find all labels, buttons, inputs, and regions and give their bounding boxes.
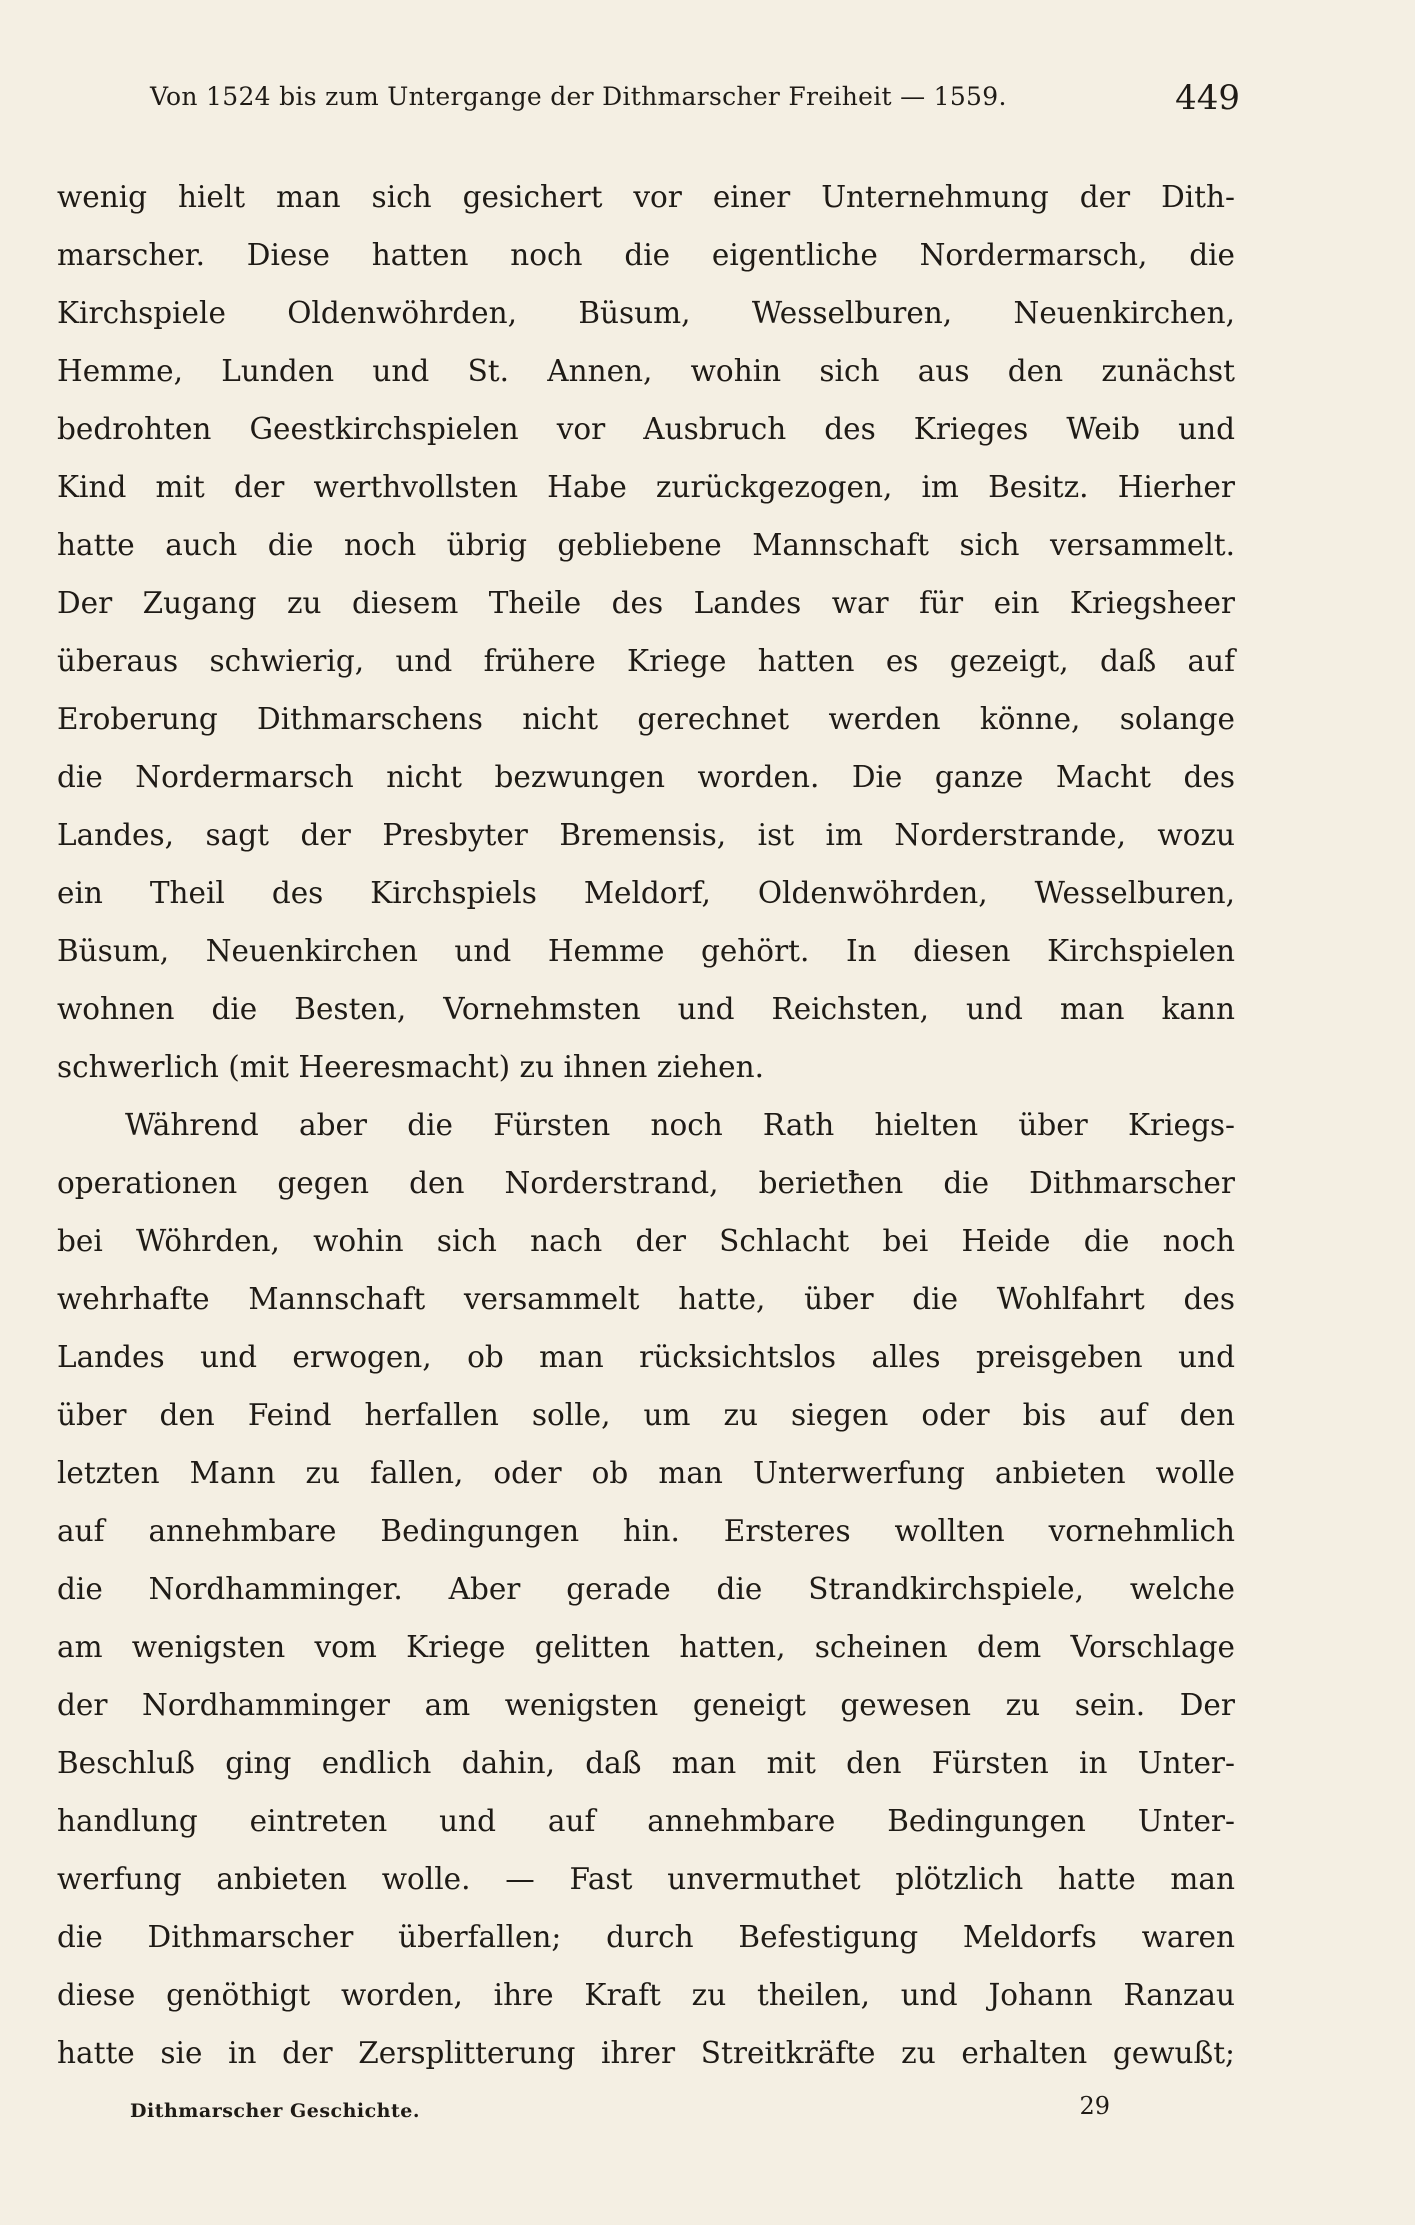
text-line: wenig hielt man sich gesichert vor einer Unternehmung der Dith-: [57, 180, 1235, 214]
running-title: Von 1524 bis zum Untergange der Dithmarscher Freiheit — 1559.: [150, 82, 1007, 111]
text-line: bei Wöhrden, wohin sich nach der Schlacht bei Heide die noch: [57, 1224, 1235, 1258]
text-line: handlung eintreten und auf annehmbare Bedingungen Unter-: [57, 1804, 1235, 1838]
text-line: marscher. Diese hatten noch die eigentliche Nordermarsch, die: [57, 238, 1235, 272]
page-header: [150, 78, 1240, 132]
page-footer: [130, 2092, 1110, 2140]
body-text: [57, 168, 1235, 2082]
text-line: überaus schwierig, und frühere Kriege hatten es gezeigt, daß auf: [57, 644, 1235, 678]
text-line: bedrohten Geestkirchspielen vor Ausbruch des Krieges Weib und: [57, 412, 1235, 446]
text-line: operationen gegen den Norderstrand, berietħen die Dithmarscher: [57, 1166, 1235, 1200]
text-line: auf annehmbare Bedingungen hin. Ersteres wollten vornehmlich: [57, 1514, 1235, 1548]
text-line: die Nordhamminger. Aber gerade die Strandkirchspiele, welche: [57, 1572, 1235, 1606]
printer-signature: Dithmarscher Geschichte.: [130, 2100, 420, 2122]
text-line: wohnen die Besten, Vornehmsten und Reichsten, und man kann: [57, 992, 1235, 1026]
text-line: letzten Mann zu fallen, oder ob man Unterwerfung anbieten wolle: [57, 1456, 1235, 1490]
text-line: Beschluß ging endlich dahin, daß man mit den Fürsten in Unter-: [57, 1746, 1235, 1780]
sheet-number: 29: [1079, 2092, 1110, 2120]
text-line: die Dithmarscher überfallen; durch Befestigung Meldorfs waren: [57, 1920, 1235, 1954]
text-line: diese genöthigt worden, ihre Kraft zu theilen, und Johann Ranzau: [57, 1978, 1235, 2012]
text-line: Hemme, Lunden und St. Annen, wohin sich aus den zunächst: [57, 354, 1235, 388]
page-number: 449: [1175, 78, 1240, 118]
text-line: Landes, sagt der Presbyter Bremensis, ist im Norderstrande, wozu: [57, 818, 1235, 852]
text-line: hatte sie in der Zersplitterung ihrer Streitkräfte zu erhalten gewußt;: [57, 2036, 1235, 2070]
text-line: hatte auch die noch übrig gebliebene Mannschaft sich versammelt.: [57, 528, 1235, 562]
text-line: ein Theil des Kirchspiels Meldorf, Oldenwöhrden, Wesselburen,: [57, 876, 1235, 910]
text-line: Kirchspiele Oldenwöhrden, Büsum, Wesselburen, Neuenkirchen,: [57, 296, 1235, 330]
text-line: Eroberung Dithmarschens nicht gerechnet werden könne, solange: [57, 702, 1235, 736]
text-line: schwerlich (mit Heeresmacht) zu ihnen ziehen.: [57, 1050, 765, 1084]
text-line: über den Feind herfallen solle, um zu siegen oder bis auf den: [57, 1398, 1235, 1432]
text-line: wehrhafte Mannschaft versammelt hatte, über die Wohlfahrt des: [57, 1282, 1235, 1316]
paragraph-start-line: Während aber die Fürsten noch Rath hielten über Kriegs-: [125, 1108, 1235, 1142]
text-line: der Nordhamminger am wenigsten geneigt gewesen zu sein. Der: [57, 1688, 1235, 1722]
text-line: Büsum, Neuenkirchen und Hemme gehört. In diesen Kirchspielen: [57, 934, 1235, 968]
text-line: werfung anbieten wolle. — Fast unvermuthet plötzlich hatte man: [57, 1862, 1235, 1896]
text-line: am wenigsten vom Kriege gelitten hatten, scheinen dem Vorschlage: [57, 1630, 1235, 1664]
text-line: Kind mit der werthvollsten Habe zurückgezogen, im Besitz. Hierher: [57, 470, 1235, 504]
text-line: die Nordermarsch nicht bezwungen worden. Die ganze Macht des: [57, 760, 1235, 794]
text-line: Landes und erwogen, ob man rücksichtslos alles preisgeben und: [57, 1340, 1235, 1374]
text-line: Der Zugang zu diesem Theile des Landes war für ein Kriegsheer: [57, 586, 1235, 620]
